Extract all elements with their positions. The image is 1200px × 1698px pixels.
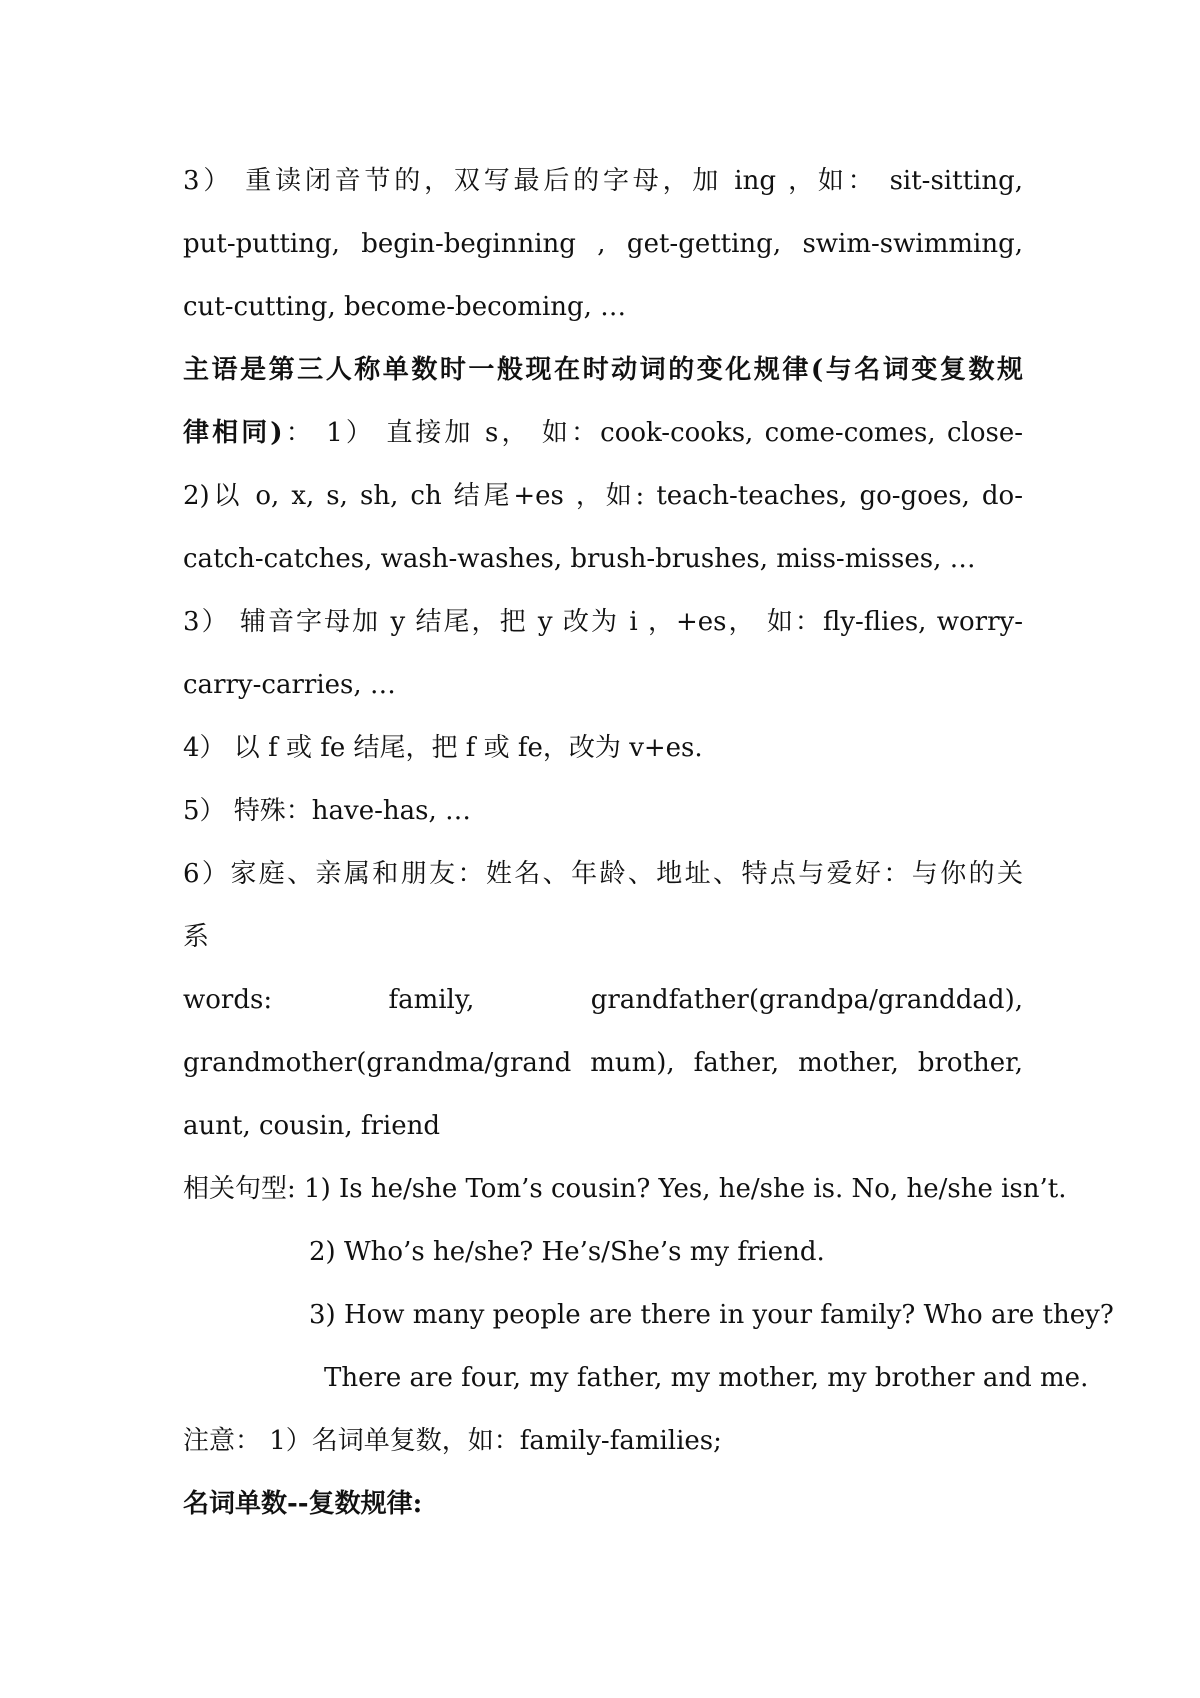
document-body	[183, 150, 1114, 1536]
section-heading-continued: 律相同)	[183, 418, 283, 448]
words-line: grandmother(grandma/grand mum), father, mother, brother,	[183, 1048, 1023, 1078]
text-line: cut-cutting, become-becoming, …	[183, 292, 627, 322]
text-line: carry-carries, …	[183, 670, 396, 700]
text-line: 5） 特殊：have-has, …	[183, 796, 472, 826]
text-line: catch-catches, wash-washes, brush-brushes, miss-misses, …	[183, 544, 976, 574]
section-heading: 主语是第三人称单数时一般现在时动词的变化规律(与名词变复数规	[183, 355, 1023, 385]
text-line: 系	[183, 922, 210, 952]
sentence-pattern-line: 2) Who’s he/she? He’s/She’s my friend.	[309, 1237, 825, 1267]
text-line: put-putting, begin-beginning , get-getting, swim-swimming,	[183, 229, 1023, 259]
words-line: aunt, cousin, friend	[183, 1111, 441, 1141]
sentence-pattern-line: 3) How many people are there in your family? Who are they?	[309, 1300, 1114, 1330]
rule-text: ： 1） 直接加 s， 如：cook-cooks, come-comes, close-	[282, 418, 1023, 448]
text-line: 6）家庭、亲属和朋友：姓名、年龄、地址、特点与爱好：与你的关	[183, 859, 1023, 889]
sentence-pattern-line: 相关句型: 1) Is he/she Tom’s cousin? Yes, he/she is. No, he/she isn’t.	[183, 1174, 1067, 1204]
note-line: 注意： 1）名词单复数，如：family-families;	[183, 1426, 722, 1456]
sentence-pattern-line: There are four, my father, my mother, my brother and me.	[324, 1363, 1089, 1393]
words-line: words: family, grandfather(grandpa/granddad),	[183, 985, 1023, 1015]
text-line: 3） 辅音字母加 y 结尾，把 y 改为 i ，+es， 如：fly-flies, worry-	[183, 607, 1023, 637]
text-line: 3） 重读闭音节的，双写最后的字母，加 ing ，如： sit-sitting,	[183, 166, 1023, 196]
text-line: 4） 以 f 或 fe 结尾，把 f 或 fe，改为 v+es.	[183, 733, 703, 763]
text-line: 2)以 o, x, s, sh, ch 结尾+es ，如: teach-teaches, go-goes, do-	[183, 481, 1023, 511]
text-line	[183, 402, 1023, 465]
section-heading: 名词单数--复数规律:	[183, 1489, 423, 1519]
